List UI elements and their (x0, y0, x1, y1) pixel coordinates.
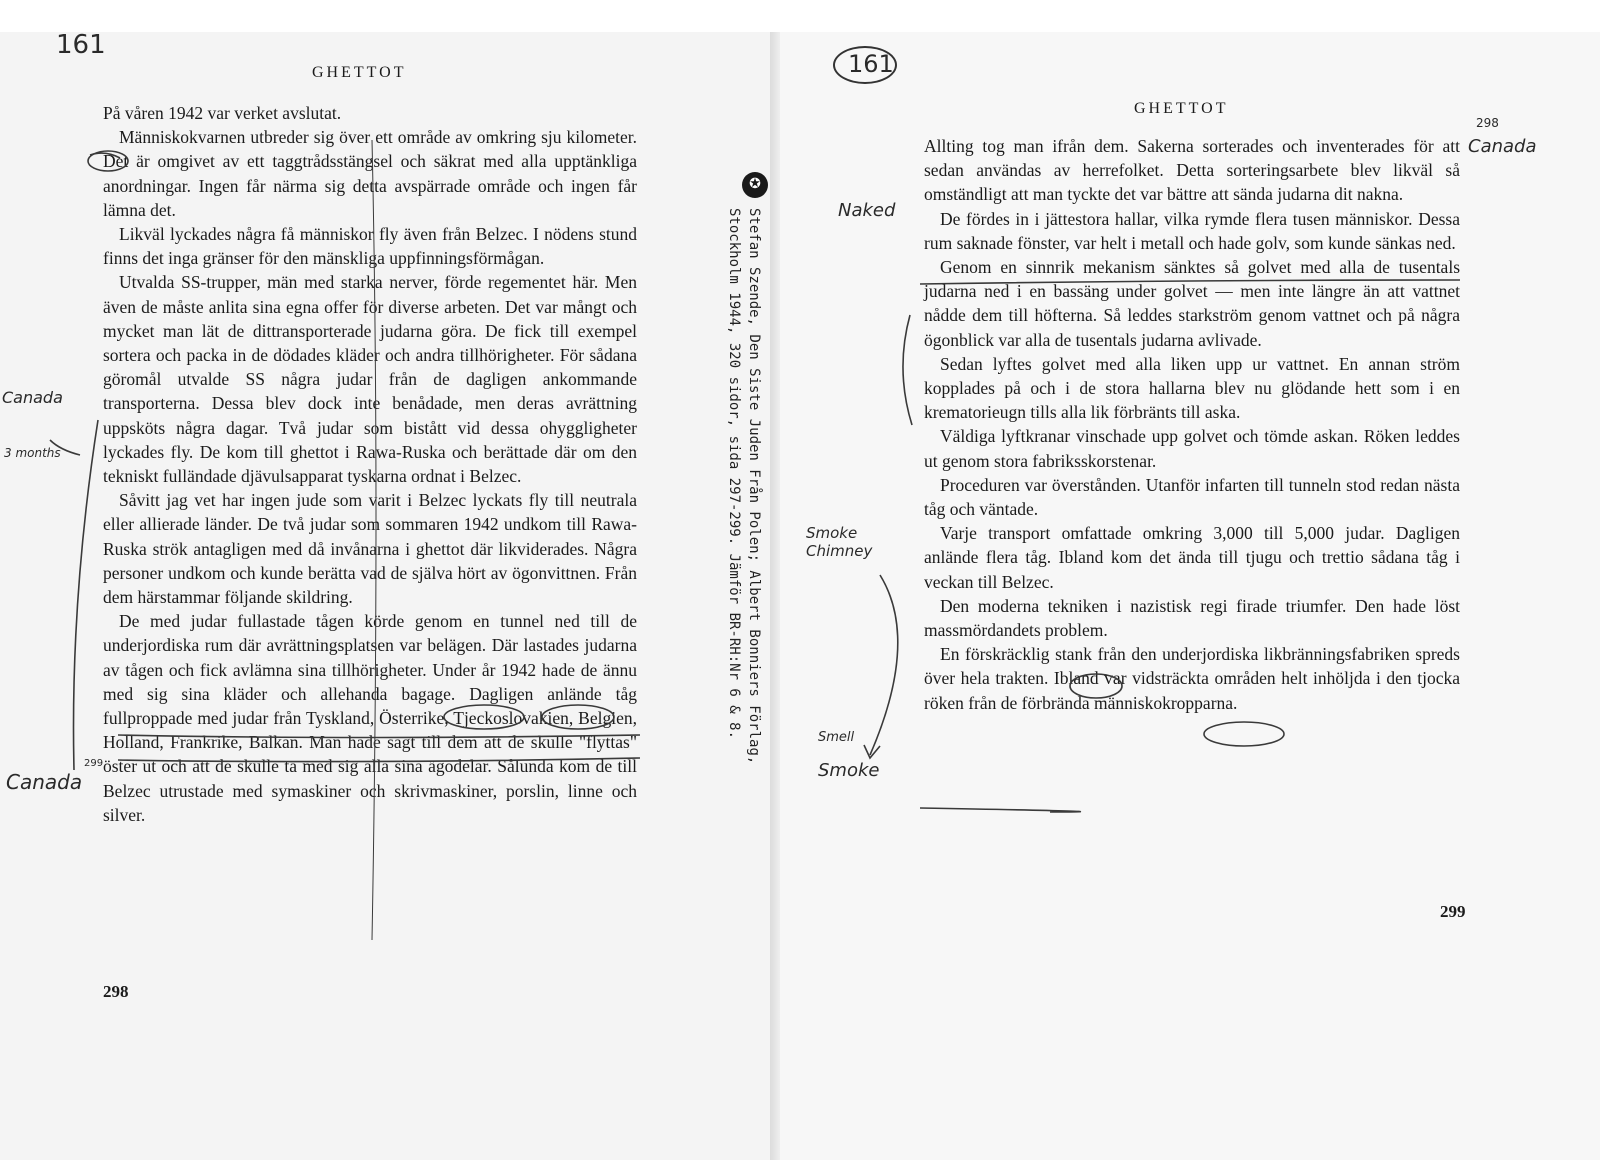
right-paragraph-5: Väldiga lyftkranar vinschade upp golvet och tömde askan. Röken leddes ut genom stora fabriksskorstenar. (924, 426, 1460, 471)
left-paragraph-2: Människokvarnen utbreder sig över ett område av omkring sju kilometer. Det är omgivet av ett taggtrådsstängsel och säkrat med alla upptänkliga anordningar. Ingen får närma sig detta avspärrade område och ingen får lämna det. (103, 127, 637, 220)
right-paragraph-2: De fördes in i jättestora hallar, vilka rymde flera tusen människor. Dessa rum saknade fönster, var helt i metall och hade golv, som kunde sänkas ned. (924, 208, 1460, 253)
margin-note-smell: Smell (818, 730, 855, 745)
right-paragraph-7: Varje transport omfattade omkring 3,000 till 5,000 judar. Dagligen anlände flera tåg. Ibland kom det ända till tjugu och trettio sådana tåg i veckan till Belzec. (924, 523, 1460, 592)
right-paragraph-9: En förskräcklig stank från den underjordiska likbränningsfabriken spreds över hela trakten. Ibland var vidsträckta områden helt inhöljda i den tjocka röken från de förbrända människokropparna. (924, 644, 1460, 713)
underline-passage-2 (118, 758, 640, 762)
margin-note-canada-2: Canada (6, 770, 83, 794)
bracket-line-left (74, 420, 99, 770)
circle-underjordiska (1204, 722, 1284, 746)
left-paragraph-4: Utvalda SS-trupper, män med starka nerver, förde regementet här. Men även de måste anlita sina egna offer för diverse arbeten. Det var mångt och mycket man lät de dittransporterade judarna göra. De fick till exempel sortera och packa in de dödades kläder och andra tillhörigheter. För sådana göromål utvalde SS några judar från de dagligen ankommande transporterna. Dessa blev dock inte benådade, men deras avrättning uppsköts några dagar. Två judar som bistått vid dessa ohyggligheter lyckades fly. De kom till ghettot i Rawa-Ruska och berättade där om den tekniskt fulländade djävulsapparat tyskarna ordnat i Belzec. (103, 272, 637, 487)
citation-line-2: Stockholm 1944, 320 sidor, sida 297-299. Jämför BR-RH:Nr 6 & 8. (726, 208, 742, 740)
right-paragraph-1: Allting tog man ifrån dem. Sakerna sorterades och inventerades för att sedan användas av herrefolket. Detta sorteringsarbete blev likväl så omständligt att man tyckte det var bättre att sända judarna dit nakna. (924, 136, 1460, 205)
handwritten-page-number-left: 161 (56, 30, 106, 60)
star-stamp-icon: ✪ (742, 172, 768, 198)
circle-tunnel (542, 705, 614, 729)
right-running-head: GHETTOT (1134, 100, 1229, 117)
left-paragraph-3: Likväl lyckades några få människor fly även från Belzec. I nödens stund finns det inga gränser för den mänskliga uppfinningsförmågan. (103, 224, 637, 269)
margin-note-ref-299: 299 (84, 758, 104, 769)
citation-line-1: Stefan Szende, Den Siste Juden Från Polen; Albert Bonniers Förlag, (746, 208, 762, 765)
margin-note-canada: Canada (1468, 136, 1537, 157)
circle-genom (444, 705, 524, 729)
circle-tekniken (1070, 674, 1122, 698)
margin-note-three-months: 3 months (4, 446, 61, 460)
handwritten-page-number-right: 161 (848, 50, 894, 78)
paragraph-bracket (903, 315, 912, 425)
crease-line (372, 140, 376, 940)
left-running-head: GHETTOT (312, 64, 407, 81)
left-paragraph-6: De med judar fullastade tågen körde genom en tunnel ned till de underjordiska rum där avrättningsplatsen var belägen. Där lastades judarna av tågen och fick avlämna sina tillhörigheter. Under år 1942 hade de ännu med sig sina kläder och allehanda bagage. Dagligen anlände tåg fullproppade med judar från Tyskland, Österrike, Tjeckoslovakien, Belgien, Holland, Frankrike, Balkan. Man hade sagt till dem att de skulle "flyttas" öster ut och att de skulle ta med sig alla sina ägodelar. Sålunda kom de till Belzec utrustade med symaskiner och skrivmaskiner, porslin, linne och silver. (103, 611, 637, 825)
underline-halls (920, 280, 1460, 284)
margin-note-canada-1: Canada (2, 388, 63, 407)
arrow-bracket-right (870, 575, 898, 755)
right-paragraph-3: Genom en sinnrik mekanism sänktes så golvet med alla de tusentals judarna ned i en bassäng under golvet — men inte längre än att vattnet nådde dem till höfterna. Så leddes starkström genom vattnet och på några ögonblick var alla de tusentals judarna avlivade. (924, 257, 1460, 350)
left-folio: 298 (103, 982, 129, 1001)
right-folio: 299 (1440, 902, 1466, 921)
right-paragraph-6: Proceduren var överstånden. Utanför infarten till tunneln stod redan nästa tåg och väntade. (924, 474, 1460, 520)
margin-note-smoke-chimney: Smoke Chimney (806, 524, 873, 560)
bracket-tick (50, 440, 80, 455)
underline-passage (118, 735, 640, 738)
right-paragraph-8: Den moderna tekniken i nazistisk regi firade triumfer. Den hade löst massmördandets problem. (924, 595, 1460, 641)
underline-smoke (920, 808, 1080, 812)
left-paragraph-5: Såvitt jag vet har ingen jude som varit i Belzec lyckats fly till neutrala eller allierade länder. De två judar som sommaren 1942 undkom till Rawa-Ruska strök antagligen med då invånarna i ghettot där likviderades. Några personer undkom och kunde berätta vad de själva hört av ögonvittnen. Från dem härstammar följande skildring. (103, 490, 637, 608)
margin-note-smoke: Smoke (818, 760, 880, 781)
left-paragraph-1: På våren 1942 var verket avslutat. (103, 103, 342, 123)
margin-note-naked: Naked (838, 200, 896, 221)
margin-note-ref-298: 298 (1476, 116, 1499, 130)
right-paragraph-4: Sedan lyftes golvet med alla liken upp ur vattnet. En annan ström kopplades på och i de stora hallarna blev nu glödande hett som i en krematorieugn tills alla lik förbränts till aska. (924, 353, 1460, 423)
